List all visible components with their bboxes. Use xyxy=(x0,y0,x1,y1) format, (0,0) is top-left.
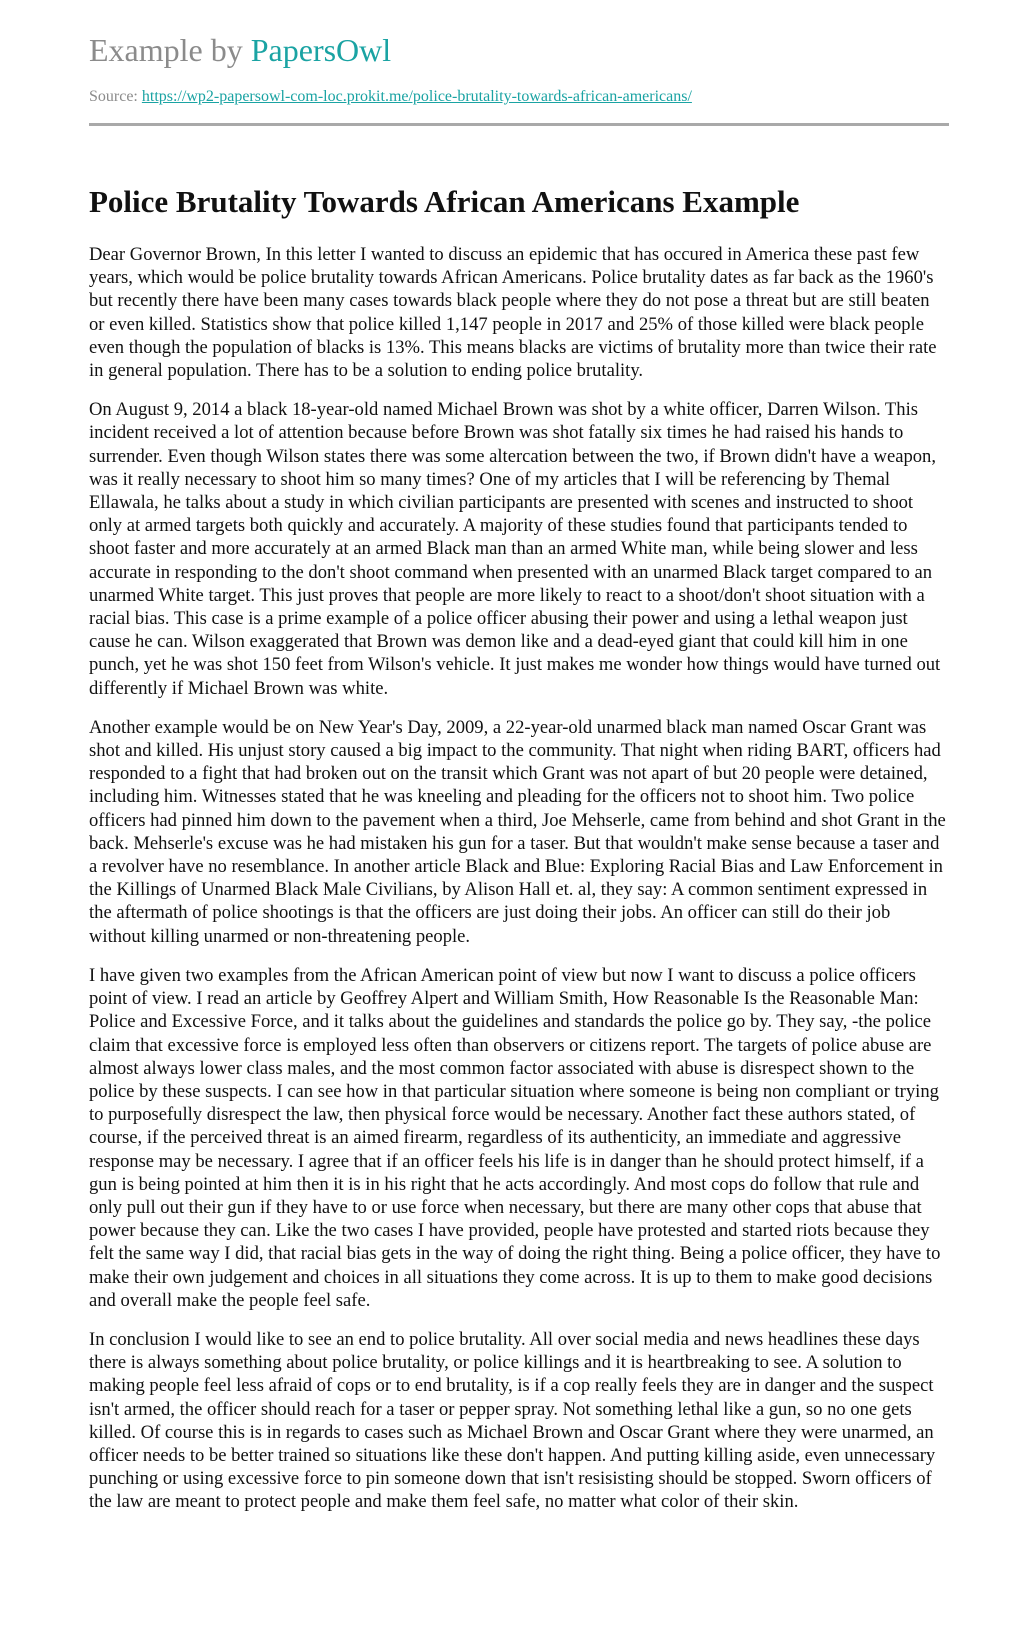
page-title: Police Brutality Towards African Americans Example xyxy=(89,184,800,219)
paragraph-5: In conclusion I would like to see an end to police brutality. All over social media and news headlines these days there is always something about police brutality, or police killings and it is heartbreaking to see. A solution to making people feel less afraid of cops or to end brutality, is if a cop really feels they are in danger and the suspect isn't armed, the officer should reach for a taser or pepper spray. Not something lethal like a gun, so no one gets killed. Of course this is in regards to cases such as Michael Brown and Oscar Grant where they were unarmed, an officer needs to be better trained so situations like these don't happen. And putting killing aside, even unnecessary punching or using excessive force to pin someone down that isn't resisisting should be stopped. Sworn officers of the law are meant to protect people and make them feel safe, no matter what color of their skin. xyxy=(89,1328,936,1513)
site-brand xyxy=(89,30,391,70)
essay-body xyxy=(89,243,949,1530)
source-line xyxy=(89,87,692,107)
source-label: Source: xyxy=(89,88,142,105)
paragraph-1: Dear Governor Brown, In this letter I wanted to discuss an epidemic that has occured in America these past few years, which would be police brutality towards African Americans. Police brutality dates as far back as the 1960's but recently there have been many cases towards black people where they do not pose a threat but are still beaten or even killed. Statistics show that police killed 1,147 people in 2017 and 25% of those killed were black people even though the population of blacks is 13%. This means blacks are victims of brutality more than twice their rate in general population. There has to be a solution to ending police brutality. xyxy=(89,244,937,382)
paragraph-3: Another example would be on New Year's Day, 2009, a 22-year-old unarmed black man named Oscar Grant was shot and killed. His unjust story caused a big impact to the community. That night when riding BART, officers had responded to a fight that had broken out on the transit which Grant was not apart of but 20 people were detained, including him. Witnesses stated that he was kneeling and pleading for the officers not to shoot him. Two police officers had pinned him down to the pavement when a third, Joe Mehserle, came from behind and shot Grant in the back. Mehserle's excuse was he had mistaken his gun for a taser. But that wouldn't make sense because a taser and a revolver have no resemblance. In another article Black and Blue: Exploring Racial Bias and Law Enforcement in the Killings of Unarmed Black Male Civilians, by Alison Hall et. al, they say: A common sentiment expressed in the aftermath of police shootings is that the officers are just doing their jobs. An officer can still do their job without killing unarmed or non-threatening people. xyxy=(89,716,946,947)
paragraph-2: On August 9, 2014 a black 18-year-old named Michael Brown was shot by a white officer, Darren Wilson. This incident received a lot of attention because before Brown was shot fatally six times he had raised his hands to surrender. Even though Wilson states there was some altercation between the two, if Brown didn't have a weapon, was it really necessary to shoot him so many times? One of my articles that I will be referencing by Themal Ellawala, he talks about a study in which civilian participants are presented with scenes and instructed to shoot only at armed targets both quickly and accurately. A majority of these studies found that participants tended to shoot faster and more accurately at an armed Black man than an armed White man, while being slower and less accurate in responding to the don't shoot command when presented with an unarmed Black target compared to an unarmed White target. This just proves that people are more likely to react to a shoot/don't shoot situation with a racial bias. This case is a prime example of a police officer abusing their power and using a lethal weapon just cause he can. Wilson exaggerated that Brown was demon like and a dead-eyed giant that could kill him in one punch, yet he was shot 150 feet from Wilson's vehicle. It just makes me wonder how things would have turned out differently if Michael Brown was white. xyxy=(89,399,941,699)
paragraph-4: I have given two examples from the African American point of view but now I want to discuss a police officers point of view. I read an article by Geoffrey Alpert and William Smith, How Reasonable Is the Reasonable Man: Police and Excessive Force, and it talks about the guidelines and standards the police go by. They say, -the police claim that excessive force is employed less often than observers or citizens report. The targets of police abuse are almost always lower class males, and the most common factor associated with abuse is disrespect shown to the police by these suspects. I can see how in that particular situation where someone is being non compliant or trying to purposefully disrespect the law, then physical force would be necessary. Another fact these authors stated, of course, if the perceived threat is an aimed firearm, regardless of its authenticity, an immediate and aggressive response may be necessary. I agree that if an officer feels his life is in danger than he should protect himself, if a gun is being pointed at him then it is in his right that he acts accordingly. And most cops do follow that rule and only pull out their gun if they have to or use force when necessary, but there are many other cops that abuse that power because they can. Like the two cases I have provided, people have protested and started riots because they felt the same way I did, that racial bias gets in the way of doing the right thing. Being a police officer, they have to make their own judgement and choices in all situations they come across. It is up to them to make good decisions and overall make the people feel safe. xyxy=(89,964,941,1311)
brand-prefix: Example by xyxy=(89,32,251,68)
source-url-link[interactable]: https://wp2-papersowl-com-loc.prokit.me/police-brutality-towards-african-americans/ xyxy=(141,88,692,105)
brand-name-link[interactable]: PapersOwl xyxy=(250,32,392,68)
header-divider xyxy=(89,123,949,126)
